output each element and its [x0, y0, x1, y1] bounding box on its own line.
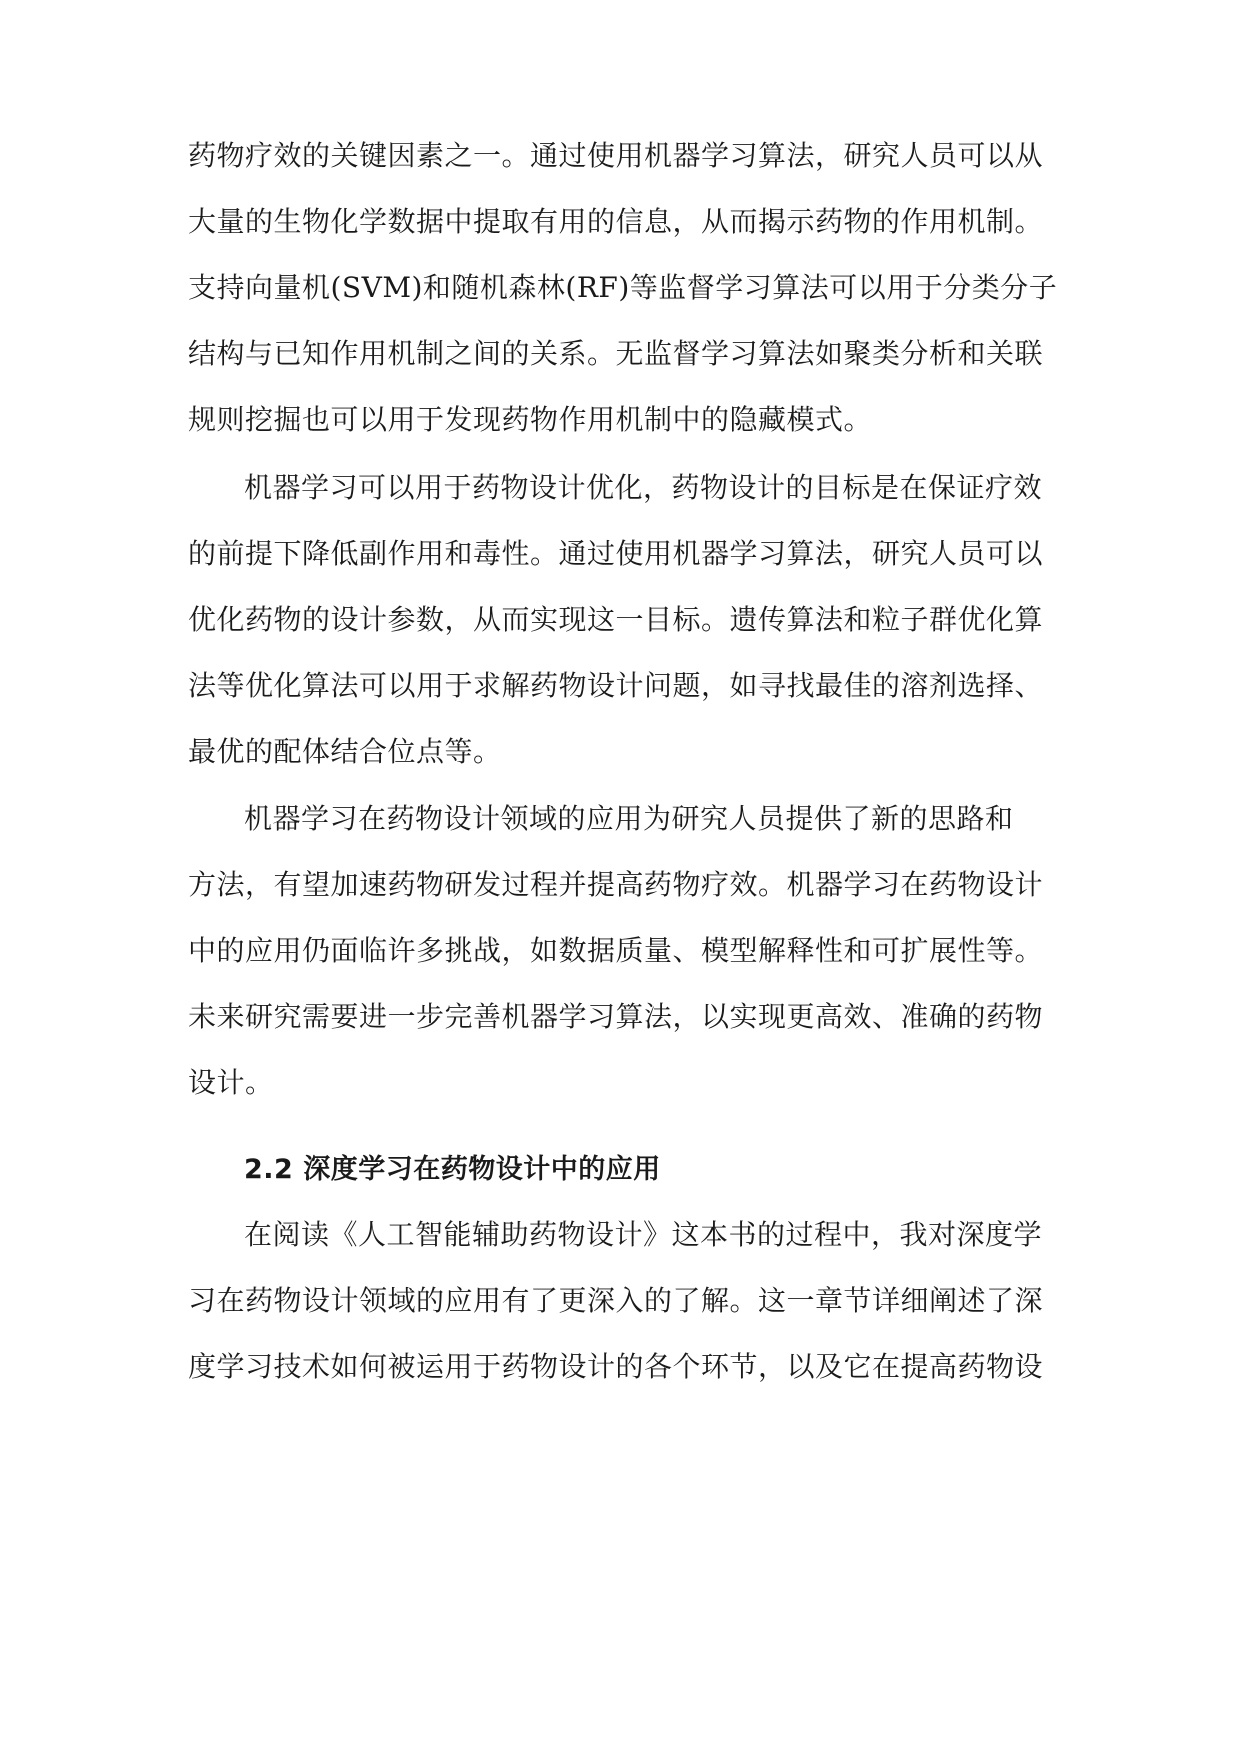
paragraph-line: 法等优化算法可以用于求解药物设计问题，如寻找最佳的溶剂选择、	[188, 669, 1044, 702]
paragraph-line: 优化药物的设计参数，从而实现这一目标。遗传算法和粒子群优化算	[188, 603, 1044, 636]
paragraph-line: 规则挖掘也可以用于发现药物作用机制中的隐藏模式。	[188, 403, 873, 436]
paragraph-line: 结构与已知作用机制之间的关系。无监督学习算法如聚类分析和关联	[188, 337, 1044, 370]
paragraph-line: 的前提下降低副作用和毒性。通过使用机器学习算法，研究人员可以	[188, 537, 1044, 570]
paragraph-line: 未来研究需要进一步完善机器学习算法，以实现更高效、准确的药物	[188, 1000, 1044, 1033]
paragraph-line: 机器学习可以用于药物设计优化，药物设计的目标是在保证疗效	[244, 471, 1043, 504]
paragraph-line: 度学习技术如何被运用于药物设计的各个环节，以及它在提高药物设	[188, 1350, 1044, 1383]
section-heading: 2.2 深度学习在药物设计中的应用	[244, 1154, 661, 1185]
paragraph-line: 机器学习在药物设计领域的应用为研究人员提供了新的思路和	[244, 802, 1014, 835]
paragraph-line: 大量的生物化学数据中提取有用的信息，从而揭示药物的作用机制。	[188, 205, 1044, 238]
paragraph-line: 药物疗效的关键因素之一。通过使用机器学习算法，研究人员可以从	[188, 139, 1044, 172]
paragraph-line: 最优的配体结合位点等。	[188, 735, 502, 768]
paragraph-line: 中的应用仍面临许多挑战，如数据质量、模型解释性和可扩展性等。	[188, 934, 1044, 967]
paragraph-line: 支持向量机(SVM)和随机森林(RF)等监督学习算法可以用于分类分子	[188, 271, 1058, 304]
paragraph-line: 设计。	[188, 1066, 274, 1099]
paragraph-line: 习在药物设计领域的应用有了更深入的了解。这一章节详细阐述了深	[188, 1284, 1044, 1317]
paragraph-line: 在阅读《人工智能辅助药物设计》这本书的过程中，我对深度学	[244, 1218, 1043, 1251]
paragraph-line: 方法，有望加速药物研发过程并提高药物疗效。机器学习在药物设计	[188, 868, 1044, 901]
